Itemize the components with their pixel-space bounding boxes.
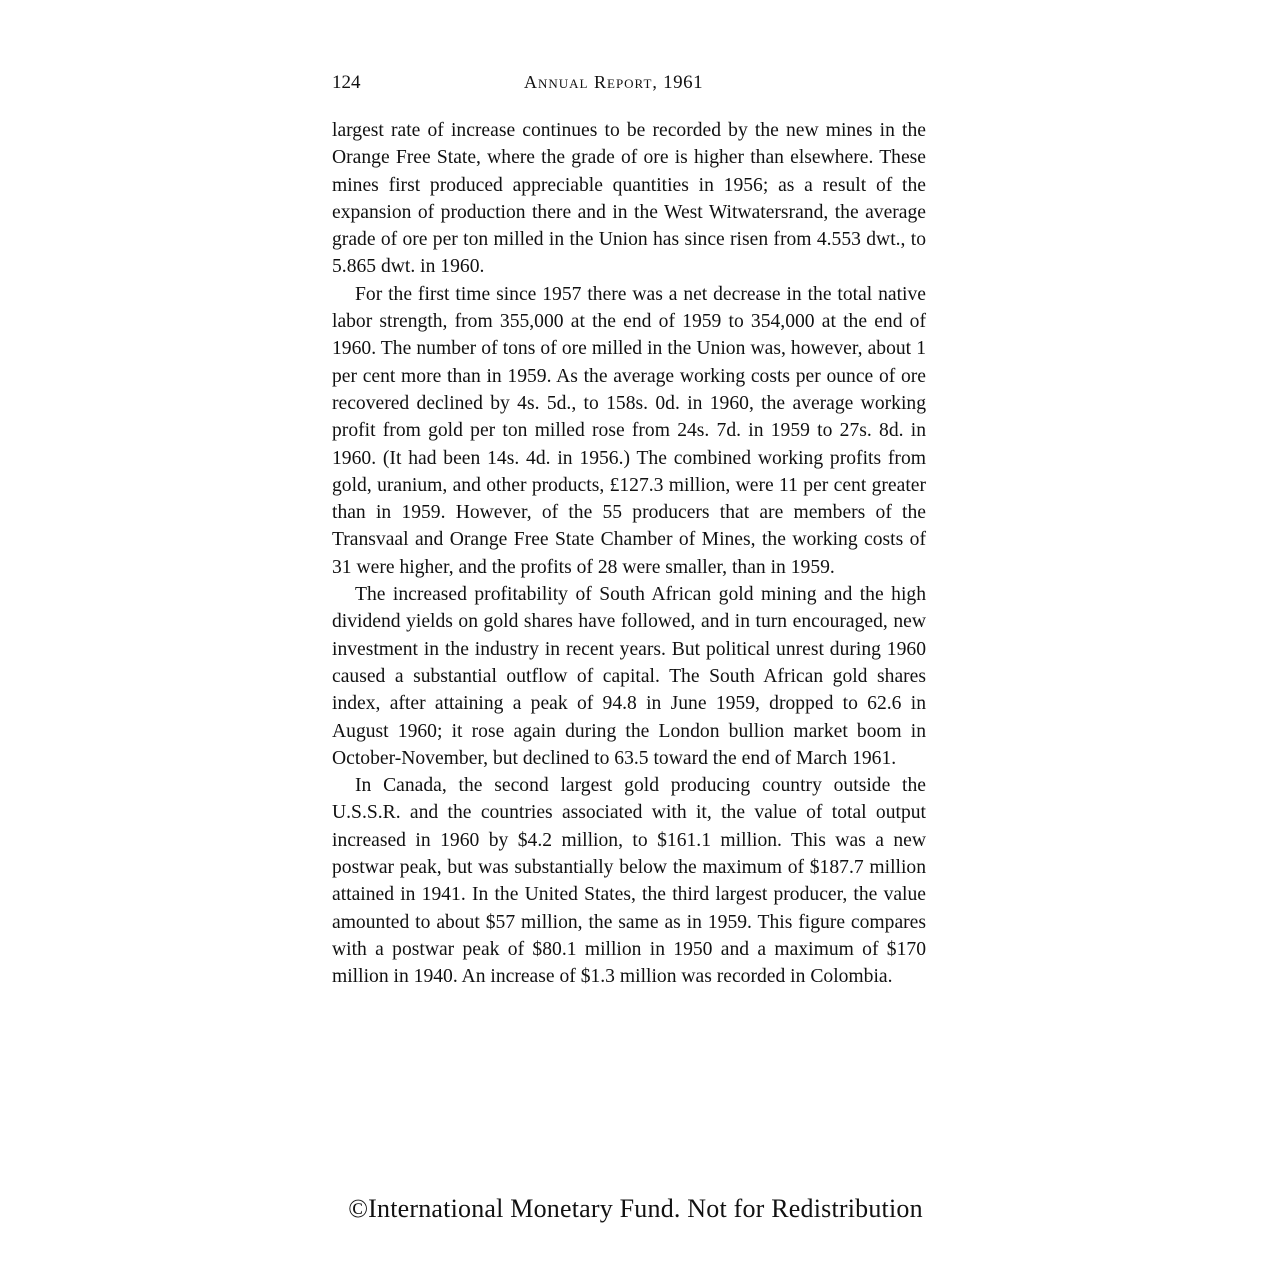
running-head	[524, 72, 703, 94]
page-header	[332, 72, 928, 100]
running-head-title: Annual Report,	[524, 72, 658, 92]
paragraph-4: In Canada, the second largest gold producing country outside the U.S.S.R. and the countries associated with it, the value of total output increased in 1960 by $4.2 million, to $161.1 million. This was a new postwar peak, but was substantially below the maximum of $187.7 million attained in 1941. In the United States, the third largest producer, the value amounted to about $57 million, the same as in 1959. This figure compares with a postwar peak of $80.1 million in 1950 and a maximum of $170 million in 1940. An increase of $1.3 million was recorded in Colombia.	[332, 775, 926, 988]
paragraph-2: For the first time since 1957 there was a net decrease in the total native labor strength, from 355,000 at the end of 1959 to 354,000 at the end of 1960. The number of tons of ore milled in the Union was, however, about 1 per cent more than in 1959. As the average working costs per ounce of ore recovered declined by 4s. 5d., to 158s. 0d. in 1960, the average working profit from gold per ton milled rose from 24s. 7d. in 1959 to 27s. 8d. in 1960. (It had been 14s. 4d. in 1956.) The combined working profits from gold, uranium, and other products, £127.3 million, were 11 per cent greater than in 1959. However, of the 55 producers that are members of the Transvaal and Orange Free State Chamber of Mines, the working costs of 31 were higher, and the profits of 28 were smaller, than in 1959.	[332, 283, 926, 578]
body-text	[332, 117, 926, 991]
copyright-footer	[0, 1194, 1263, 1224]
page-number: 124	[332, 72, 361, 93]
paragraph-1: largest rate of increase continues to be recorded by the new mines in the Orange Free State, where the grade of ore is higher than elsewhere. These mines first produced appreciable quantities in 1956; as a result of the expansion of production there and in the West Witwatersrand, the average grade of ore per ton milled in the Union has since risen from 4.553 dwt., to 5.865 dwt. in 1960.	[332, 120, 926, 278]
paragraph-3: The increased profitability of South African gold mining and the high dividend yields on gold shares have followed, and in turn encouraged, new investment in the industry in recent years. But political unrest during 1960 caused a substantial outflow of capital. The South African gold shares index, after attaining a peak of 94.8 in June 1959, dropped to 62.6 in August 1960; it rose again during the London bullion market boom in October-November, but declined to 63.5 toward the end of March 1961.	[332, 584, 926, 769]
copyright-notice: ©International Monetary Fund. Not for Redistribution	[348, 1194, 923, 1223]
running-head-year: 1961	[663, 72, 704, 93]
